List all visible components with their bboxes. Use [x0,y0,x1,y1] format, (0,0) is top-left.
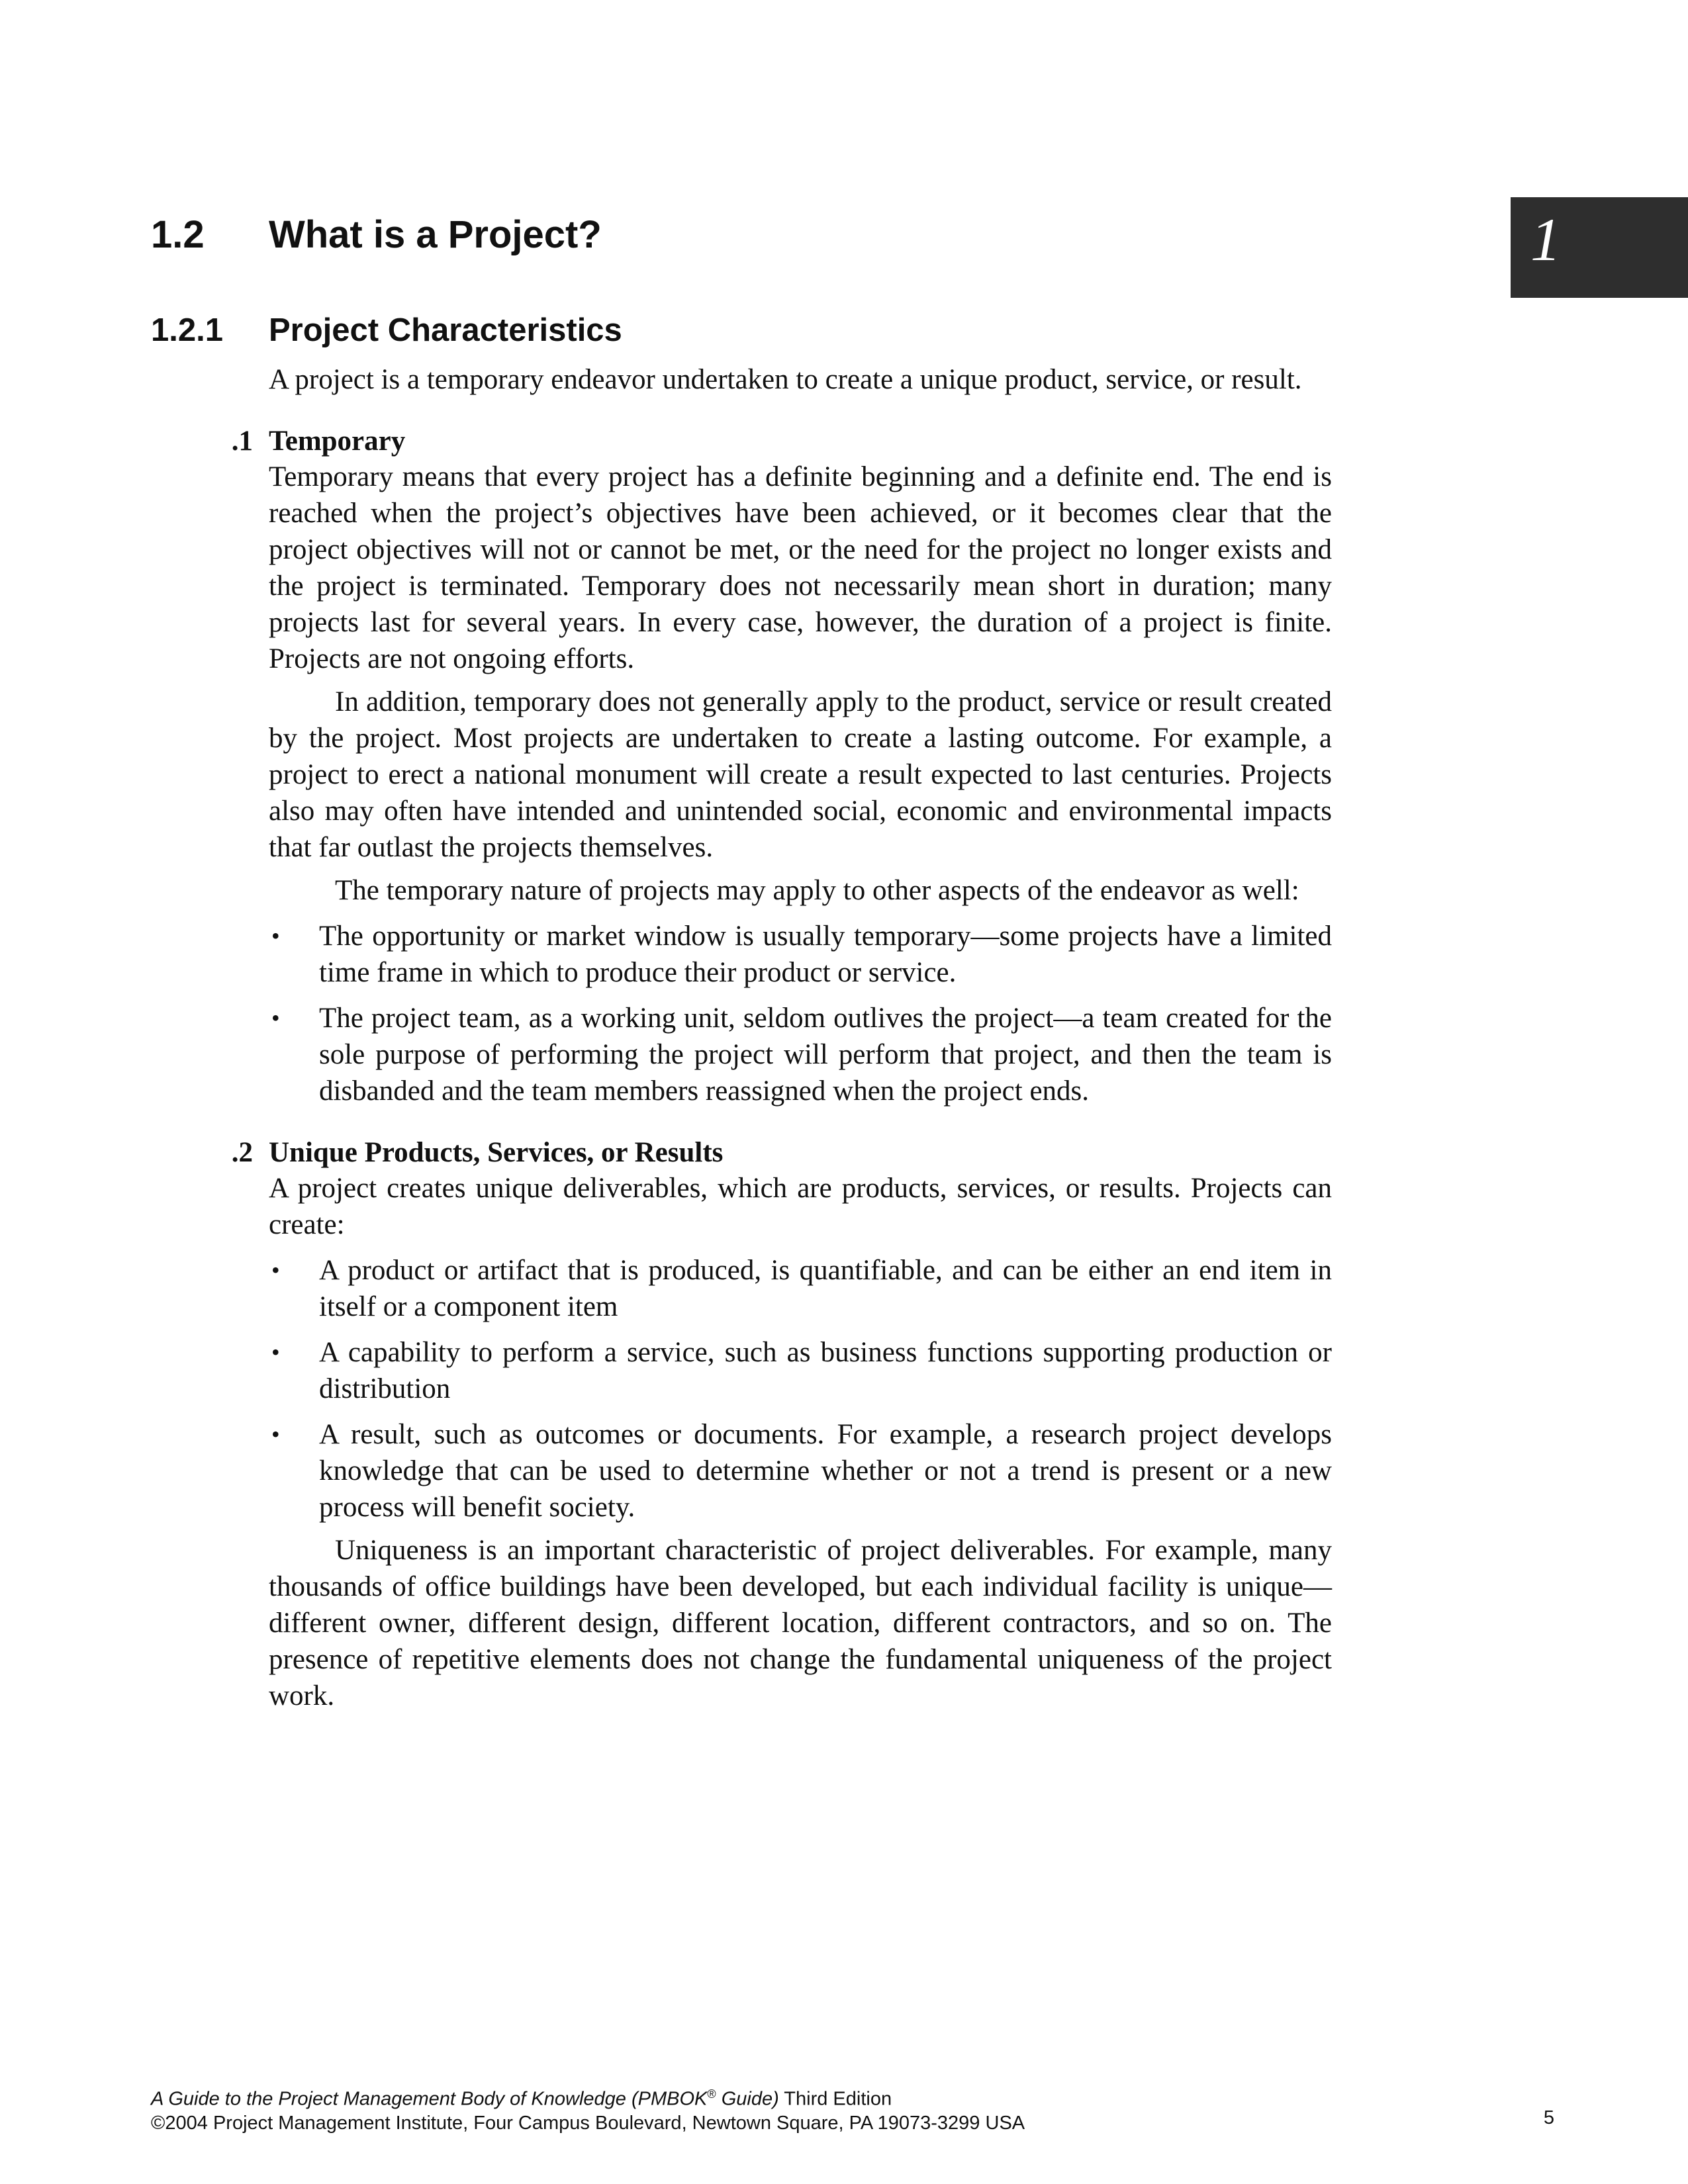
list-item-text: The project team, as a working unit, seldom outlives the project—a team created for the sole purpose of performing the project will perform that project, and then the team is disbanded and the team members reassigned when the project ends. [319,1003,1332,1107]
footer-copyright: ©2004 Project Management Institute, Four Campus Boulevard, Newtown Square, PA 19073-3299 USA [151,2112,1025,2134]
subsection-number: 1.2.1 [151,312,223,348]
temporary-bullet-list [269,918,1332,1109]
list-item-text: A capability to perform a service, such as business functions supporting production or distribution [319,1337,1332,1404]
subsection-title: Project Characteristics [269,312,622,348]
page-number: 5 [1543,2107,1554,2128]
footer-guide-word: Guide) [716,2088,779,2110]
list-item-text: The opportunity or market window is usually temporary—some projects have a limited time frame in which to produce their product or service. [319,921,1332,988]
list-item [269,1416,1332,1525]
list-item [269,918,1332,991]
temporary-paragraph-3: The temporary nature of projects may apply to other aspects of the endeavor as well: [335,875,1299,906]
list-item [269,1000,1332,1109]
list-item-text: A product or artifact that is produced, is quantifiable, and can be either an end item in itself or a component item [319,1255,1332,1322]
list-item-text: A result, such as outcomes or documents. For example, a research project develops knowledge that can be used to determine whether or not a trend is present or a new process will benefit society. [319,1419,1332,1523]
bullet-icon: • [271,923,280,949]
bullet-icon: • [271,1005,280,1031]
bullet-icon: • [271,1257,280,1283]
temporary-heading-number: .1 [231,426,253,457]
unique-closing-paragraph: Uniqueness is an important characteristic of project deliverables. For example, many thousands of office buildings have been developed, but each individual facility is unique—different owner, different design, different location, different contractors, and so on. The presence of repetitive elements does not change the fundamental uniqueness of the project work. [269,1535,1332,1711]
chapter-number: 1 [1530,206,1561,273]
page-footer [151,2082,1554,2135]
footer-edition: Third Edition [778,2088,892,2110]
unique-heading [231,1136,1332,1170]
temporary-heading-text: Temporary [269,426,406,457]
unique-heading-text: Unique Products, Services, or Results [269,1137,724,1168]
unique-intro-paragraph: A project creates unique deliverables, which are products, services, or results. Projects can create: [269,1173,1332,1240]
unique-bullet-list [269,1252,1332,1525]
chapter-tab [1511,197,1688,298]
footer-guide-line [151,2082,1541,2111]
intro-paragraph: A project is a temporary endeavor undertaken to create a unique product, service, or result. [269,364,1302,395]
body-text [231,361,1332,1714]
temporary-paragraph-1: Temporary means that every project has a definite beginning and a definite end. The end is reached when the project’s objectives have been achieved, or it becomes clear that the project objectives will not or cannot be met, or the need for the project no longer exists and the project is terminated. Temporary does not necessarily mean short in duration; many projects last for several years. In every case, however, the duration of a project is finite. Projects are not ongoing efforts. [269,461,1332,674]
bullet-icon: • [271,1421,280,1447]
bullet-icon: • [271,1339,280,1365]
footer-registered-mark: ® [707,2087,716,2101]
temporary-heading [231,424,1332,459]
list-item [269,1252,1332,1325]
section-number: 1.2 [151,213,205,256]
list-item [269,1334,1332,1407]
footer-guide-title: A Guide to the Project Management Body of Knowledge (PMBOK [151,2088,708,2110]
section-title: What is a Project? [269,213,602,256]
temporary-paragraph-2: In addition, temporary does not generally apply to the product, service or result created by the project. Most projects are undertaken to create a lasting outcome. For example, a project to erect a national monument will create a result expected to last centuries. Projects also may often have intended and unintended social, economic and environmental impacts that far outlast the projects themselves. [269,686,1332,863]
unique-heading-number: .2 [231,1137,253,1168]
